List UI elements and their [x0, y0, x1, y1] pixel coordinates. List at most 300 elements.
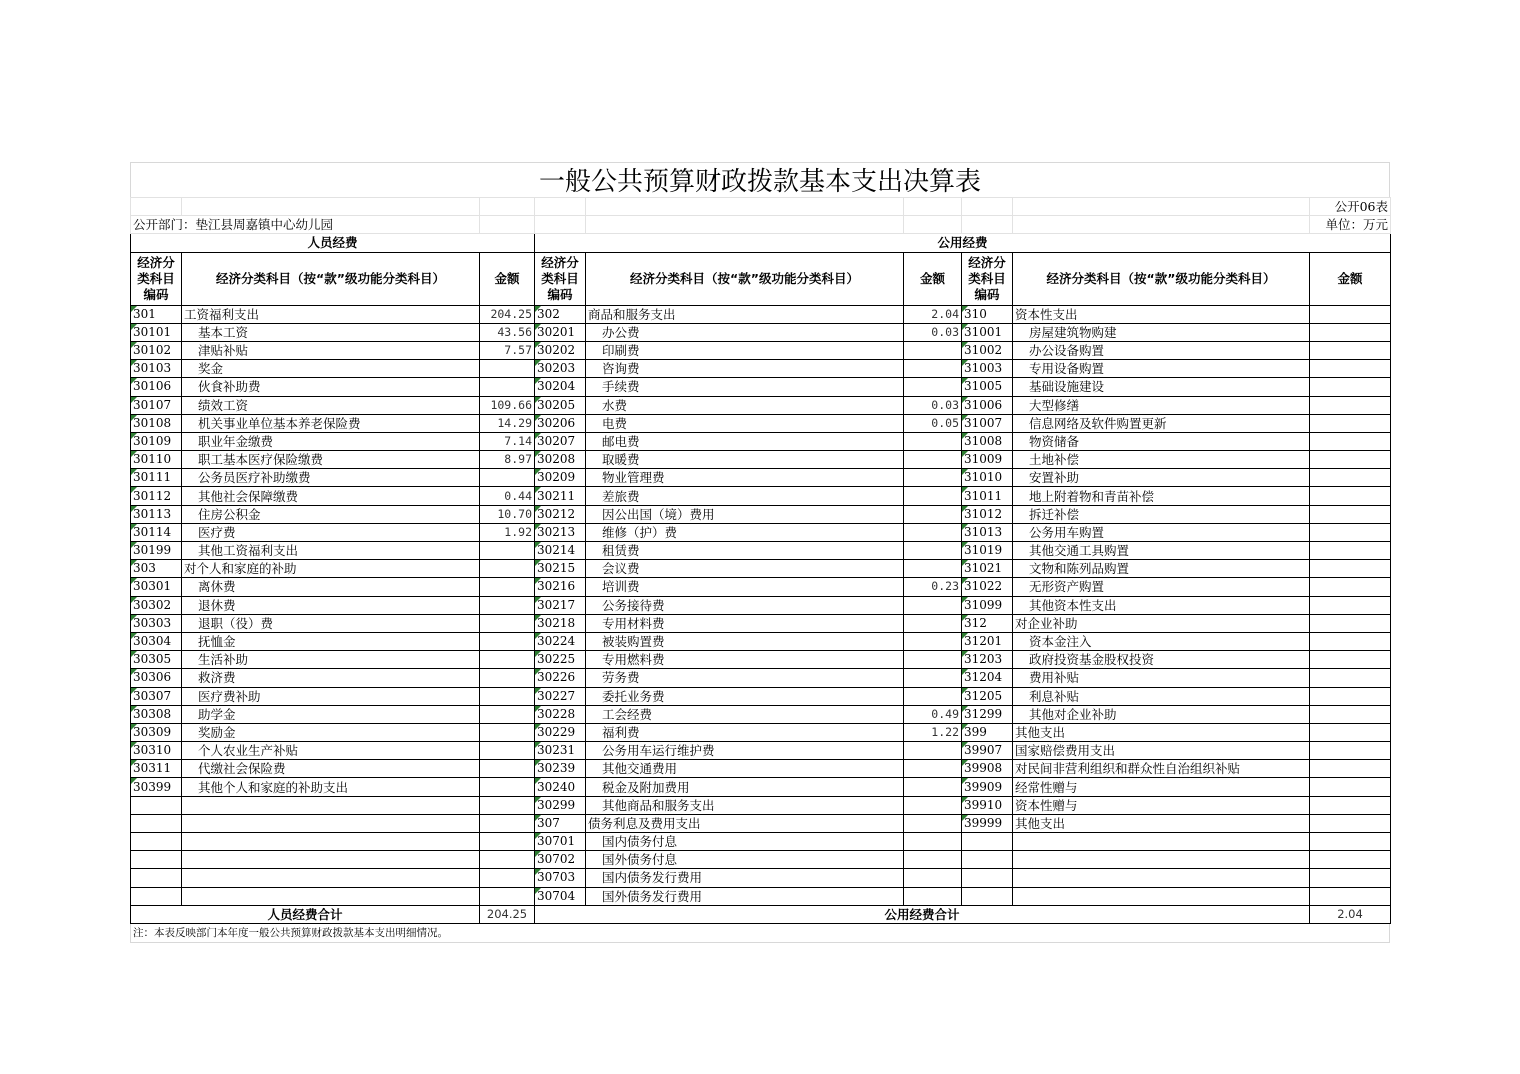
item-name-cell: 福利费	[586, 723, 904, 741]
code-cell: 30201	[535, 323, 586, 341]
item-name-cell: 物业管理费	[586, 469, 904, 487]
code-cell	[962, 887, 1013, 905]
item-name-cell: 退职（役）费	[182, 614, 480, 632]
code-cell: 30214	[535, 542, 586, 560]
code-cell: 30199	[131, 542, 182, 560]
amount-cell	[1310, 414, 1391, 432]
amount-cell	[1310, 341, 1391, 359]
table-row	[131, 451, 1391, 469]
item-name-cell: 国外债务付息	[586, 851, 904, 869]
item-name-cell: 奖金	[182, 360, 480, 378]
item-name-cell: 伙食补助费	[182, 378, 480, 396]
amount-cell	[1310, 851, 1391, 869]
code-cell: 30301	[131, 578, 182, 596]
code-cell: 30213	[535, 523, 586, 541]
item-name-cell: 资本性赠与	[1013, 796, 1310, 814]
amount-cell	[904, 796, 962, 814]
code-cell: 312	[962, 614, 1013, 632]
amount-cell	[904, 833, 962, 851]
code-cell: 302	[535, 305, 586, 323]
amount-cell	[480, 833, 535, 851]
code-cell: 30305	[131, 651, 182, 669]
table-row	[131, 651, 1391, 669]
table-row	[131, 360, 1391, 378]
budget-table	[130, 197, 1391, 924]
code-cell: 30203	[535, 360, 586, 378]
amount-cell	[480, 651, 535, 669]
table-row	[131, 578, 1391, 596]
item-name-cell: 公务用车运行维护费	[586, 742, 904, 760]
amount-cell	[480, 796, 535, 814]
public-total-label: 公用经费合计	[535, 905, 1310, 923]
item-name-cell: 抚恤金	[182, 632, 480, 650]
item-name-cell: 其他工资福利支出	[182, 542, 480, 560]
code-cell: 30111	[131, 469, 182, 487]
code-cell: 310	[962, 305, 1013, 323]
item-name-cell: 绩效工资	[182, 396, 480, 414]
item-name-cell: 专用材料费	[586, 614, 904, 632]
code-cell: 30309	[131, 723, 182, 741]
code-cell: 30113	[131, 505, 182, 523]
item-name-cell: 其他交通费用	[586, 760, 904, 778]
item-name-cell: 维修（护）费	[586, 523, 904, 541]
table-row	[131, 742, 1391, 760]
item-name-cell: 其他对企业补助	[1013, 705, 1310, 723]
table-row	[131, 378, 1391, 396]
code-cell	[962, 869, 1013, 887]
item-name-cell: 土地补偿	[1013, 451, 1310, 469]
code-cell: 30310	[131, 742, 182, 760]
amount-cell	[1310, 814, 1391, 832]
code-cell: 30110	[131, 451, 182, 469]
amount-cell	[1310, 869, 1391, 887]
table-row	[131, 669, 1391, 687]
amount-cell	[480, 742, 535, 760]
code-cell: 30107	[131, 396, 182, 414]
amount-cell	[1310, 505, 1391, 523]
code-cell: 30218	[535, 614, 586, 632]
amount-cell	[904, 651, 962, 669]
amount-cell	[1310, 487, 1391, 505]
item-name-cell: 安置补助	[1013, 469, 1310, 487]
table-row	[131, 505, 1391, 523]
amount-cell	[904, 760, 962, 778]
amount-cell: 0.23	[904, 578, 962, 596]
item-name-cell: 其他资本性支出	[1013, 596, 1310, 614]
code-cell: 31005	[962, 378, 1013, 396]
amount-cell	[1310, 305, 1391, 323]
public-total-value: 2.04	[1310, 905, 1391, 923]
code-cell: 30216	[535, 578, 586, 596]
amount-cell	[480, 705, 535, 723]
table-row	[131, 305, 1391, 323]
amount-cell	[904, 560, 962, 578]
item-name-cell	[182, 796, 480, 814]
item-name-cell: 公务接待费	[586, 596, 904, 614]
code-cell	[962, 833, 1013, 851]
code-cell: 39908	[962, 760, 1013, 778]
personnel-total-value: 204.25	[480, 905, 535, 923]
amount-cell	[480, 851, 535, 869]
amount-cell: 1.22	[904, 723, 962, 741]
unit-label: 单位：万元	[1310, 216, 1391, 234]
item-name-cell: 其他支出	[1013, 814, 1310, 832]
amount-cell	[904, 469, 962, 487]
item-name-cell: 基本工资	[182, 323, 480, 341]
amount-cell	[480, 578, 535, 596]
header-amount: 金额	[1310, 252, 1391, 305]
item-name-cell: 医疗费补助	[182, 687, 480, 705]
code-cell: 30703	[535, 869, 586, 887]
amount-cell: 8.97	[480, 451, 535, 469]
code-cell: 31002	[962, 341, 1013, 359]
amount-cell	[1310, 469, 1391, 487]
code-cell: 30102	[131, 341, 182, 359]
code-cell: 31006	[962, 396, 1013, 414]
amount-cell	[904, 778, 962, 796]
item-name-cell: 委托业务费	[586, 687, 904, 705]
item-name-cell: 资本金注入	[1013, 632, 1310, 650]
code-cell: 30204	[535, 378, 586, 396]
header-name: 经济分类科目（按“款”级功能分类科目）	[586, 252, 904, 305]
code-cell: 30212	[535, 505, 586, 523]
amount-cell	[904, 687, 962, 705]
code-cell: 30306	[131, 669, 182, 687]
item-name-cell: 个人农业生产补贴	[182, 742, 480, 760]
table-row	[131, 833, 1391, 851]
table-row	[131, 523, 1391, 541]
item-name-cell: 代缴社会保险费	[182, 760, 480, 778]
item-name-cell: 租赁费	[586, 542, 904, 560]
item-name-cell: 税金及附加费用	[586, 778, 904, 796]
code-cell	[962, 851, 1013, 869]
code-cell: 307	[535, 814, 586, 832]
amount-cell: 43.56	[480, 323, 535, 341]
item-name-cell: 邮电费	[586, 432, 904, 450]
amount-cell	[1310, 760, 1391, 778]
code-cell: 399	[962, 723, 1013, 741]
item-name-cell: 专用设备购置	[1013, 360, 1310, 378]
header-name: 经济分类科目（按“款”级功能分类科目）	[182, 252, 480, 305]
table-row	[131, 341, 1391, 359]
amount-cell	[904, 742, 962, 760]
code-cell: 30225	[535, 651, 586, 669]
item-name-cell: 咨询费	[586, 360, 904, 378]
code-cell: 31003	[962, 360, 1013, 378]
item-name-cell: 文物和陈列品购置	[1013, 560, 1310, 578]
code-cell: 30307	[131, 687, 182, 705]
item-name-cell: 差旅费	[586, 487, 904, 505]
item-name-cell: 津贴补贴	[182, 341, 480, 359]
code-cell: 30311	[131, 760, 182, 778]
item-name-cell	[1013, 851, 1310, 869]
item-name-cell: 工资福利支出	[182, 305, 480, 323]
amount-cell	[904, 887, 962, 905]
item-name-cell: 因公出国（境）费用	[586, 505, 904, 523]
item-name-cell: 政府投资基金股权投资	[1013, 651, 1310, 669]
amount-cell: 204.25	[480, 305, 535, 323]
item-name-cell	[182, 814, 480, 832]
item-name-cell: 基础设施建设	[1013, 378, 1310, 396]
personnel-total-label: 人员经费合计	[131, 905, 480, 923]
table-row	[131, 869, 1391, 887]
amount-cell	[904, 341, 962, 359]
header-code: 经济分类科目编码	[962, 252, 1013, 305]
code-cell: 31201	[962, 632, 1013, 650]
code-cell: 31008	[962, 432, 1013, 450]
code-cell: 30304	[131, 632, 182, 650]
amount-cell	[904, 360, 962, 378]
table-row	[131, 851, 1391, 869]
item-name-cell: 被装购置费	[586, 632, 904, 650]
amount-cell	[1310, 578, 1391, 596]
amount-cell	[904, 669, 962, 687]
item-name-cell: 培训费	[586, 578, 904, 596]
code-cell: 30299	[535, 796, 586, 814]
item-name-cell: 其他支出	[1013, 723, 1310, 741]
code-cell: 31013	[962, 523, 1013, 541]
item-name-cell: 取暖费	[586, 451, 904, 469]
header-code: 经济分类科目编码	[535, 252, 586, 305]
item-name-cell: 商品和服务支出	[586, 305, 904, 323]
amount-cell	[904, 432, 962, 450]
code-cell: 30302	[131, 596, 182, 614]
amount-cell	[1310, 796, 1391, 814]
item-name-cell: 物资储备	[1013, 432, 1310, 450]
code-cell: 31009	[962, 451, 1013, 469]
code-cell: 30217	[535, 596, 586, 614]
item-name-cell: 手续费	[586, 378, 904, 396]
code-cell	[131, 869, 182, 887]
amount-cell: 2.04	[904, 305, 962, 323]
code-cell: 30103	[131, 360, 182, 378]
code-cell: 39999	[962, 814, 1013, 832]
amount-cell	[904, 451, 962, 469]
item-name-cell	[182, 887, 480, 905]
table-row	[131, 632, 1391, 650]
amount-cell	[904, 523, 962, 541]
code-cell: 31203	[962, 651, 1013, 669]
amount-cell	[904, 814, 962, 832]
item-name-cell: 奖励金	[182, 723, 480, 741]
amount-cell	[1310, 705, 1391, 723]
amount-cell: 0.05	[904, 414, 962, 432]
amount-cell	[480, 669, 535, 687]
code-cell: 31021	[962, 560, 1013, 578]
item-name-cell: 印刷费	[586, 341, 904, 359]
item-name-cell: 生活补助	[182, 651, 480, 669]
item-name-cell: 会议费	[586, 560, 904, 578]
table-row	[131, 723, 1391, 741]
code-cell: 31299	[962, 705, 1013, 723]
amount-cell	[1310, 614, 1391, 632]
table-row	[131, 760, 1391, 778]
item-name-cell	[182, 869, 480, 887]
table-row	[131, 396, 1391, 414]
item-name-cell: 劳务费	[586, 669, 904, 687]
code-cell: 30701	[535, 833, 586, 851]
amount-cell: 0.49	[904, 705, 962, 723]
amount-cell	[480, 723, 535, 741]
code-cell: 31011	[962, 487, 1013, 505]
amount-cell	[1310, 378, 1391, 396]
item-name-cell: 对企业补助	[1013, 614, 1310, 632]
item-name-cell: 职业年金缴费	[182, 432, 480, 450]
amount-cell	[1310, 742, 1391, 760]
amount-cell	[480, 469, 535, 487]
item-name-cell: 无形资产购置	[1013, 578, 1310, 596]
code-cell: 30229	[535, 723, 586, 741]
code-cell: 30202	[535, 341, 586, 359]
amount-cell	[480, 378, 535, 396]
code-cell: 30207	[535, 432, 586, 450]
amount-cell	[480, 869, 535, 887]
amount-cell: 0.44	[480, 487, 535, 505]
amount-cell: 0.03	[904, 323, 962, 341]
item-name-cell: 办公设备购置	[1013, 341, 1310, 359]
item-name-cell: 国内债务付息	[586, 833, 904, 851]
code-cell: 30308	[131, 705, 182, 723]
item-name-cell: 工会经费	[586, 705, 904, 723]
amount-cell	[480, 560, 535, 578]
amount-cell	[1310, 360, 1391, 378]
code-cell: 30702	[535, 851, 586, 869]
code-cell: 31012	[962, 505, 1013, 523]
code-cell: 31001	[962, 323, 1013, 341]
item-name-cell: 债务利息及费用支出	[586, 814, 904, 832]
item-name-cell: 经常性赠与	[1013, 778, 1310, 796]
table-row	[131, 414, 1391, 432]
amount-cell	[1310, 833, 1391, 851]
amount-cell	[904, 869, 962, 887]
table-row	[131, 469, 1391, 487]
item-name-cell: 地上附着物和青苗补偿	[1013, 487, 1310, 505]
code-cell: 30209	[535, 469, 586, 487]
code-cell	[131, 851, 182, 869]
item-name-cell: 救济费	[182, 669, 480, 687]
amount-cell	[1310, 651, 1391, 669]
code-cell: 30205	[535, 396, 586, 414]
code-cell: 30114	[131, 523, 182, 541]
amount-cell	[480, 542, 535, 560]
header-name: 经济分类科目（按“款”级功能分类科目）	[1013, 252, 1310, 305]
item-name-cell	[182, 833, 480, 851]
item-name-cell: 电费	[586, 414, 904, 432]
table-row	[131, 596, 1391, 614]
amount-cell	[904, 505, 962, 523]
header-amount: 金额	[904, 252, 962, 305]
amount-cell	[1310, 596, 1391, 614]
item-name-cell: 其他交通工具购置	[1013, 542, 1310, 560]
amount-cell	[904, 487, 962, 505]
item-name-cell: 离休费	[182, 578, 480, 596]
amount-cell	[1310, 323, 1391, 341]
code-cell: 30303	[131, 614, 182, 632]
header-amount: 金额	[480, 252, 535, 305]
item-name-cell: 对民间非营利组织和群众性自治组织补贴	[1013, 760, 1310, 778]
item-name-cell: 对个人和家庭的补助	[182, 560, 480, 578]
code-cell: 30109	[131, 432, 182, 450]
code-cell: 30704	[535, 887, 586, 905]
amount-cell	[1310, 632, 1391, 650]
code-cell: 39907	[962, 742, 1013, 760]
item-name-cell: 其他商品和服务支出	[586, 796, 904, 814]
code-cell: 39909	[962, 778, 1013, 796]
table-number: 公开06表	[1310, 198, 1391, 216]
code-cell: 31022	[962, 578, 1013, 596]
code-cell: 31019	[962, 542, 1013, 560]
amount-cell	[480, 614, 535, 632]
footnote: 注：本表反映部门本年度一般公共预算财政拨款基本支出明细情况。	[130, 924, 1390, 943]
code-cell: 30108	[131, 414, 182, 432]
amount-cell	[904, 614, 962, 632]
amount-cell: 14.29	[480, 414, 535, 432]
amount-cell: 0.03	[904, 396, 962, 414]
code-cell: 30231	[535, 742, 586, 760]
table-row	[131, 778, 1391, 796]
item-name-cell: 大型修缮	[1013, 396, 1310, 414]
item-name-cell: 其他个人和家庭的补助支出	[182, 778, 480, 796]
amount-cell	[1310, 560, 1391, 578]
code-cell: 39910	[962, 796, 1013, 814]
table-row	[131, 542, 1391, 560]
amount-cell	[904, 632, 962, 650]
item-name-cell: 国外债务发行费用	[586, 887, 904, 905]
table-row	[131, 887, 1391, 905]
amount-cell	[1310, 396, 1391, 414]
item-name-cell	[1013, 869, 1310, 887]
header-code: 经济分类科目编码	[131, 252, 182, 305]
table-row	[131, 323, 1391, 341]
amount-cell	[1310, 451, 1391, 469]
code-cell: 30228	[535, 705, 586, 723]
code-cell	[131, 796, 182, 814]
section-public: 公用经费	[535, 234, 1391, 252]
table-row	[131, 560, 1391, 578]
code-cell: 30224	[535, 632, 586, 650]
code-cell: 31204	[962, 669, 1013, 687]
item-name-cell: 信息网络及软件购置更新	[1013, 414, 1310, 432]
item-name-cell	[182, 851, 480, 869]
amount-cell	[480, 632, 535, 650]
item-name-cell: 其他社会保障缴费	[182, 487, 480, 505]
table-row	[131, 614, 1391, 632]
amount-cell	[904, 851, 962, 869]
code-cell: 30240	[535, 778, 586, 796]
amount-cell	[904, 542, 962, 560]
table-row	[131, 796, 1391, 814]
code-cell: 30101	[131, 323, 182, 341]
amount-cell	[480, 814, 535, 832]
item-name-cell: 办公费	[586, 323, 904, 341]
amount-cell	[1310, 723, 1391, 741]
item-name-cell: 助学金	[182, 705, 480, 723]
report-title: 一般公共预算财政拨款基本支出决算表	[130, 162, 1390, 197]
item-name-cell: 费用补贴	[1013, 669, 1310, 687]
table-row	[131, 814, 1391, 832]
table-row	[131, 432, 1391, 450]
code-cell: 31099	[962, 596, 1013, 614]
table-row	[131, 687, 1391, 705]
budget-sheet	[130, 162, 1390, 943]
amount-cell: 109.66	[480, 396, 535, 414]
item-name-cell: 公务员医疗补助缴费	[182, 469, 480, 487]
amount-cell	[1310, 887, 1391, 905]
table-row	[131, 705, 1391, 723]
amount-cell	[1310, 523, 1391, 541]
amount-cell	[1310, 687, 1391, 705]
amount-cell	[480, 887, 535, 905]
